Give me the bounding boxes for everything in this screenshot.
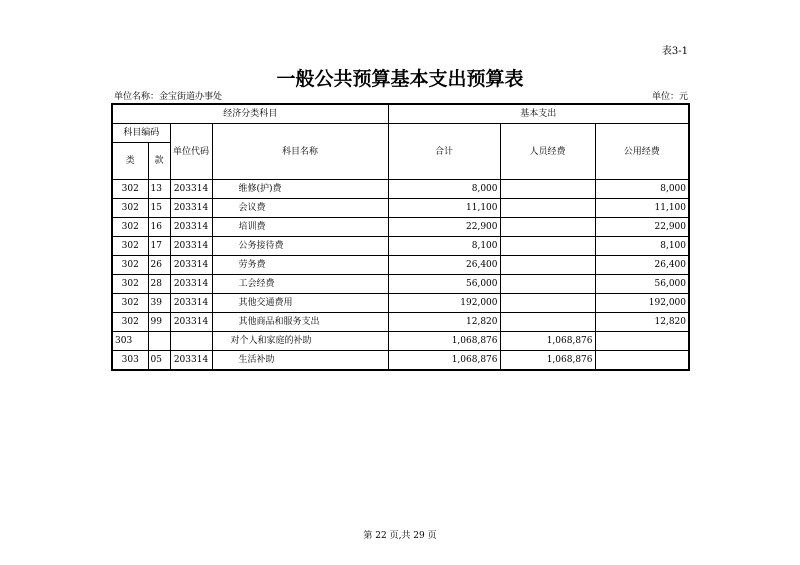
cell-public: 11,100 [595,199,689,218]
cell-public: 22,900 [595,218,689,237]
cell-unit-code: 203314 [170,294,212,313]
cell-lei: 303 [112,351,148,371]
table-row [112,294,689,313]
cell-unit-code: 203314 [170,313,212,332]
cell-kuan: 17 [148,237,170,256]
header-subject-code: 科目编码 [112,124,170,143]
table-row [112,313,689,332]
cell-personnel [500,275,595,294]
cell-total: 8,100 [388,237,500,256]
cell-total: 11,100 [388,199,500,218]
cell-kuan: 99 [148,313,170,332]
cell-unit-code [170,332,212,351]
cell-personnel [500,237,595,256]
cell-unit-code: 203314 [170,351,212,371]
cell-personnel: 1,068,876 [500,332,595,351]
cell-total: 192,000 [388,294,500,313]
header-subject-name: 科目名称 [212,124,388,180]
cell-kuan: 15 [148,199,170,218]
cell-lei: 302 [112,180,148,199]
header-public: 公用经费 [595,124,689,180]
cell-kuan [148,332,170,351]
cell-lei: 302 [112,275,148,294]
cell-unit-code: 203314 [170,256,212,275]
header-kuan: 款 [148,143,170,180]
cell-lei: 303 [112,332,148,351]
cell-lei: 302 [112,237,148,256]
header-basic-expense: 基本支出 [388,104,689,124]
cell-personnel: 1,068,876 [500,351,595,371]
table-row [112,332,689,351]
cell-lei: 302 [112,256,148,275]
cell-kuan: 28 [148,275,170,294]
cell-total: 22,900 [388,218,500,237]
cell-total: 1,068,876 [388,351,500,371]
currency-unit: 单位：元 [651,92,688,102]
cell-public: 192,000 [595,294,689,313]
table-row [112,237,689,256]
cell-unit-code: 203314 [170,275,212,294]
cell-name: 维修(护)费 [212,180,388,199]
cell-personnel [500,180,595,199]
header-total: 合计 [388,124,500,180]
cell-total: 12,820 [388,313,500,332]
cell-lei: 302 [112,199,148,218]
cell-name: 对个人和家庭的补助 [212,332,388,351]
table-row [112,256,689,275]
cell-kuan: 13 [148,180,170,199]
cell-kuan: 26 [148,256,170,275]
table-row [112,199,689,218]
table-code: 表3-1 [661,46,688,57]
budget-table [111,103,690,371]
cell-personnel [500,313,595,332]
page-title: 一般公共预算基本支出预算表 [276,68,524,90]
table-row [112,180,689,199]
cell-name: 会议费 [212,199,388,218]
table-row [112,275,689,294]
cell-personnel [500,256,595,275]
cell-public: 8,100 [595,237,689,256]
cell-kuan: 39 [148,294,170,313]
cell-unit-code: 203314 [170,180,212,199]
cell-kuan: 16 [148,218,170,237]
cell-public: 26,400 [595,256,689,275]
cell-name: 生活补助 [212,351,388,371]
unit-name: 单位名称：金宝街道办事处 [114,92,223,102]
cell-public [595,351,689,371]
cell-name: 培训费 [212,218,388,237]
cell-total: 1,068,876 [388,332,500,351]
cell-name: 工会经费 [212,275,388,294]
cell-name: 劳务费 [212,256,388,275]
cell-personnel [500,218,595,237]
cell-public [595,332,689,351]
cell-unit-code: 203314 [170,218,212,237]
cell-public: 56,000 [595,275,689,294]
table-row [112,218,689,237]
cell-total: 8,000 [388,180,500,199]
header-economic-class: 经济分类科目 [112,104,388,124]
cell-kuan: 05 [148,351,170,371]
header-unit-code: 单位代码 [170,124,212,180]
table-row [112,351,689,371]
cell-name: 其他商品和服务支出 [212,313,388,332]
cell-unit-code: 203314 [170,237,212,256]
page-footer: 第 22 页,共 29 页 [363,531,437,541]
cell-total: 26,400 [388,256,500,275]
cell-name: 其他交通费用 [212,294,388,313]
cell-unit-code: 203314 [170,199,212,218]
cell-lei: 302 [112,313,148,332]
header-personnel: 人员经费 [500,124,595,180]
cell-public: 12,820 [595,313,689,332]
cell-total: 56,000 [388,275,500,294]
cell-personnel [500,199,595,218]
cell-personnel [500,294,595,313]
header-lei: 类 [112,143,148,180]
cell-name: 公务接待费 [212,237,388,256]
cell-public: 8,000 [595,180,689,199]
cell-lei: 302 [112,294,148,313]
cell-lei: 302 [112,218,148,237]
